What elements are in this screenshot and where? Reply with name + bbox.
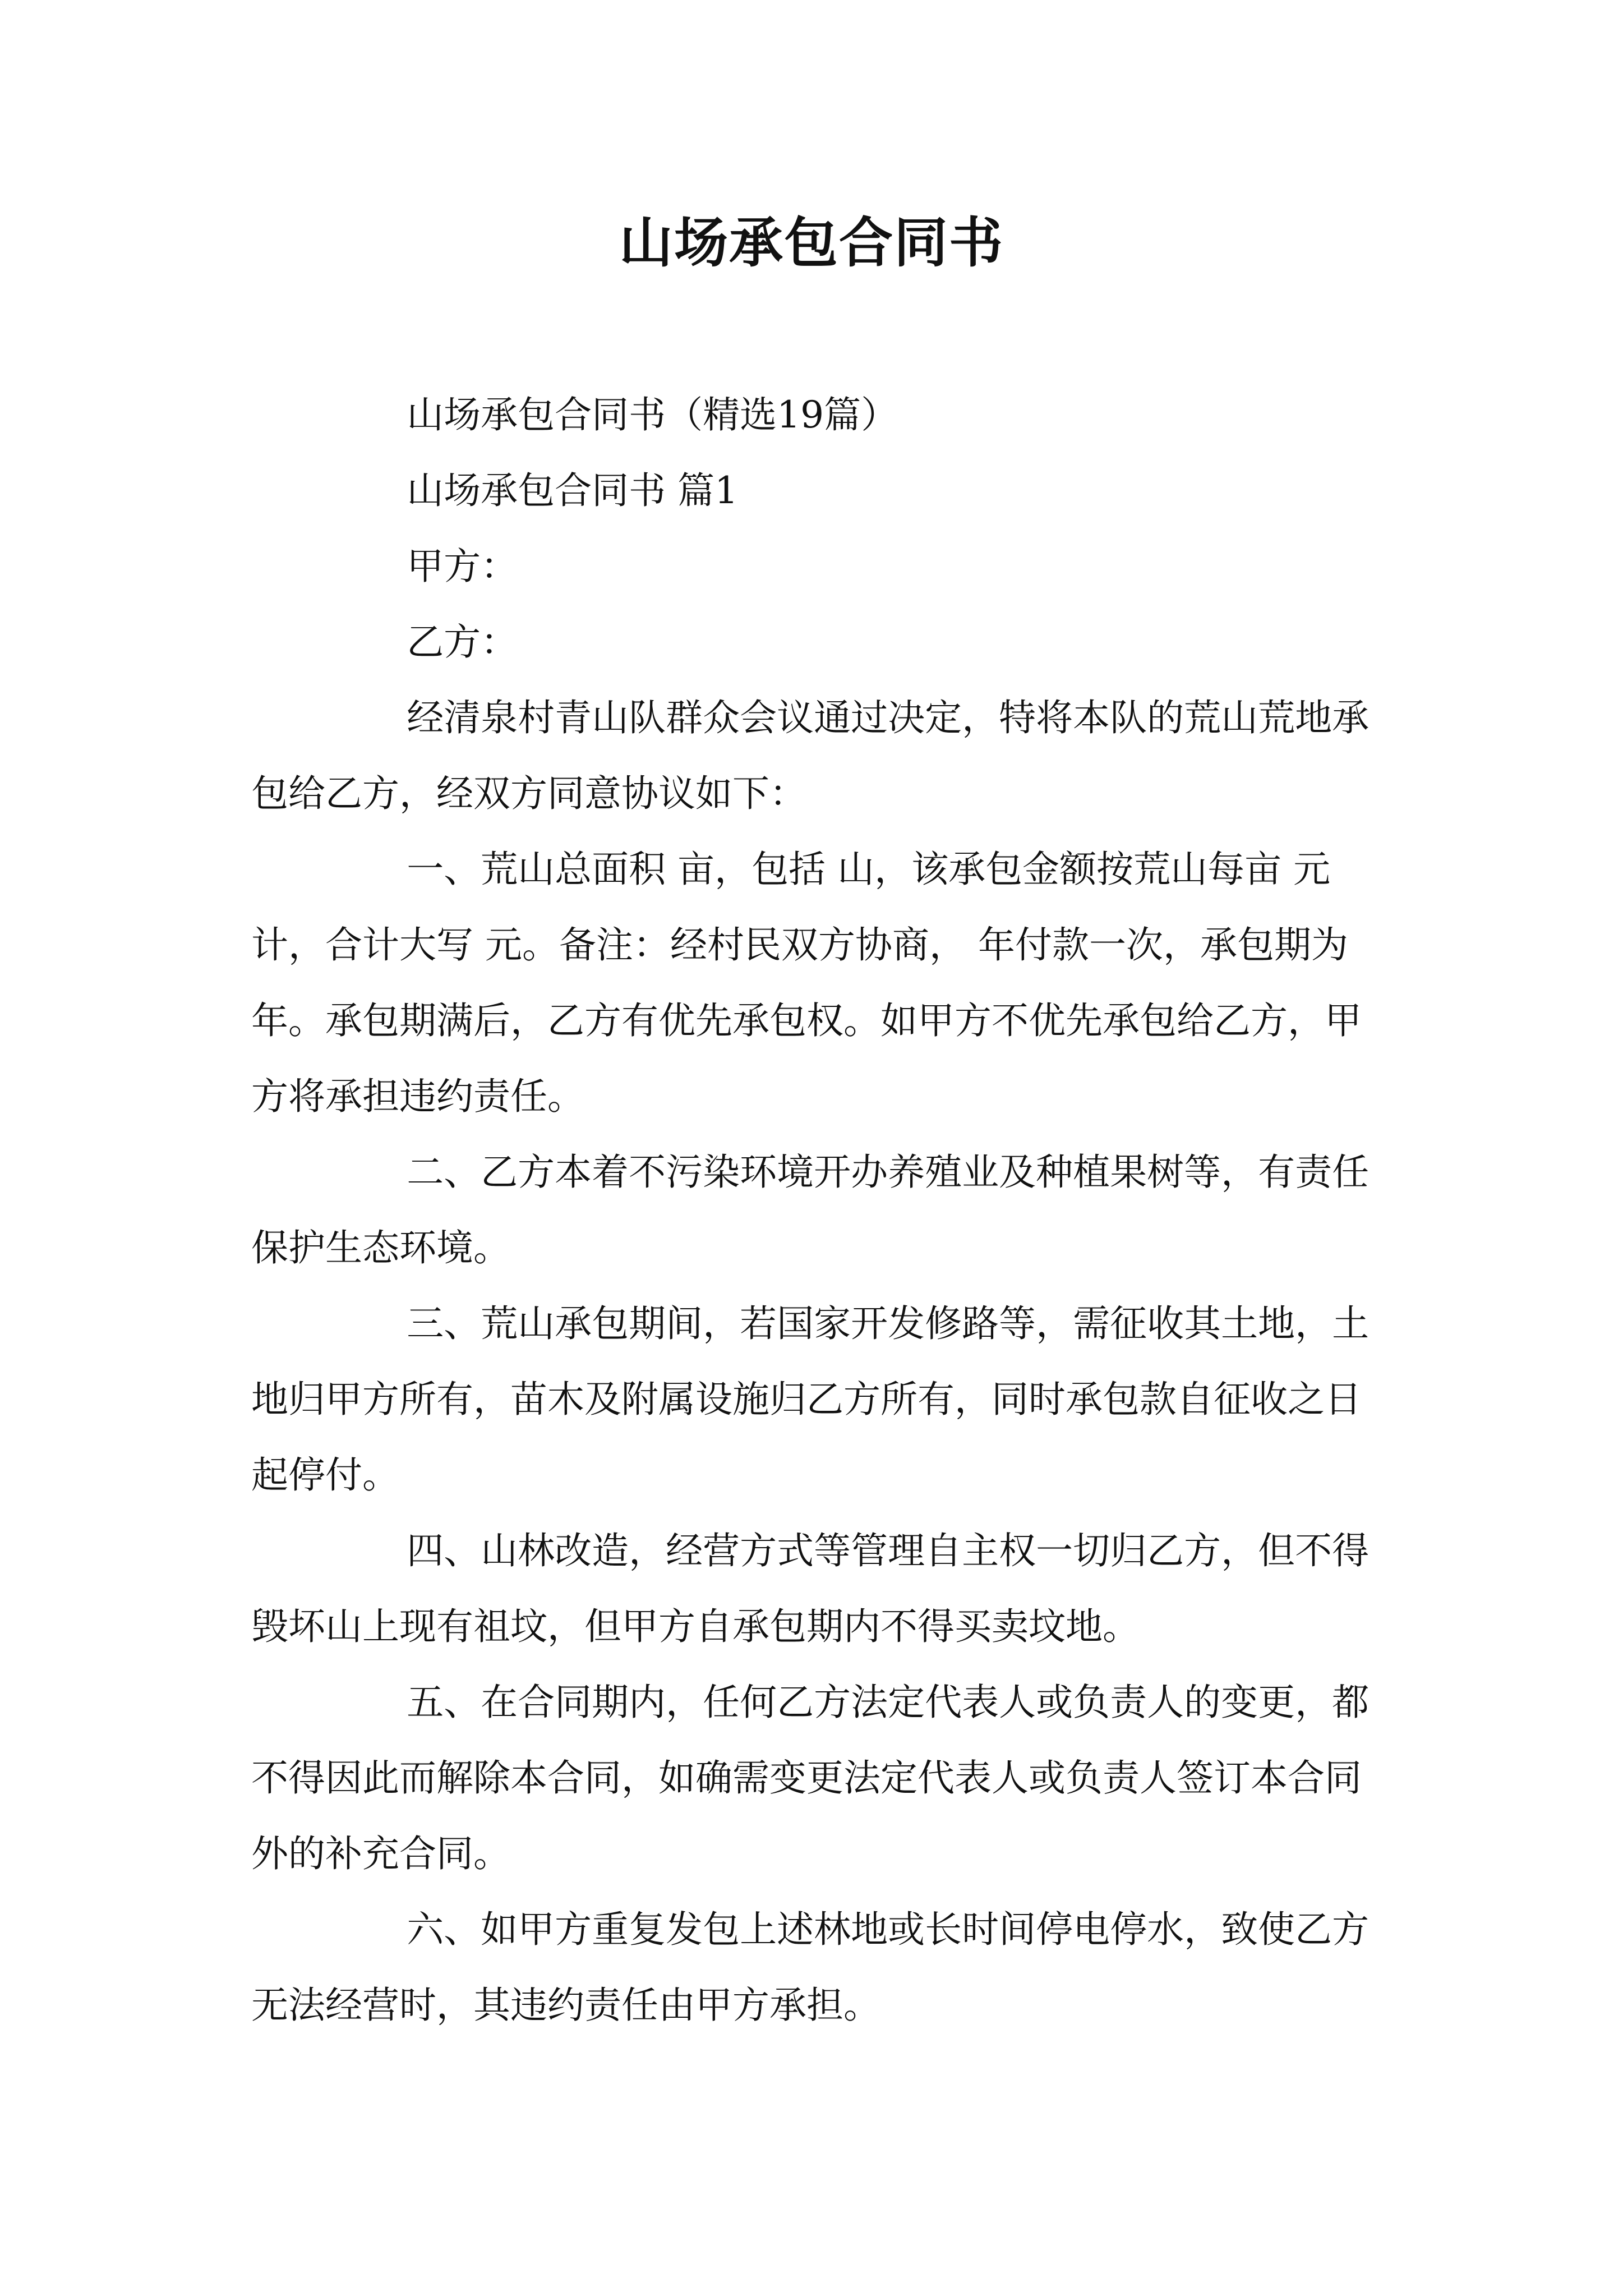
clause-4-paragraph: 四、山林改造，经营方式等管理自主权一切归乙方，但不得毁坏山上现有祖坟，但甲方自承包期内不得买卖坟地。 xyxy=(251,1529,1370,1648)
document-body xyxy=(251,377,1391,2043)
clause-6-paragraph: 六、如甲方重复发包上述林地或长时间停电停水，致使乙方无法经营时，其违约责任由甲方承担。 xyxy=(251,1908,1370,2027)
clause-1-paragraph: 一、荒山总面积 亩，包括 山，该承包金额按荒山每亩 元计，合计大写 元。备注：经村民双方协商， 年付款一次，承包期为 年。承包期满后，乙方有优先承包权。如甲方不优先承包给乙方，甲方将承担违约责任。 xyxy=(251,848,1362,1118)
intro-paragraph: 经清泉村青山队群众会议通过决定，特将本队的荒山荒地承包给乙方，经双方同意协议如下： xyxy=(251,696,1370,815)
subtitle-paragraph: 山场承包合同书（精选19篇） xyxy=(407,393,898,436)
clause-2-paragraph: 二、乙方本着不污染环境开办养殖业及种植果树等，有责任保护生态环境。 xyxy=(251,1151,1370,1269)
document-title: 山场承包合同书 xyxy=(619,211,1004,274)
clause-5-paragraph: 五、在合同期内，任何乙方法定代表人或负责人的变更，都不得因此而解除本合同，如确需变更法定代表人或负责人签订本合同外的补充合同。 xyxy=(251,1681,1370,1875)
section-heading: 山场承包合同书 篇1 xyxy=(407,469,739,512)
party-a-label: 甲方： xyxy=(407,545,518,588)
clause-3-paragraph: 三、荒山承包期间，若国家开发修路等，需征收其土地，土地归甲方所有，苗木及附属设施归乙方所有，同时承包款自征收之日起停付。 xyxy=(251,1302,1370,1497)
party-b-label: 乙方： xyxy=(407,620,518,664)
